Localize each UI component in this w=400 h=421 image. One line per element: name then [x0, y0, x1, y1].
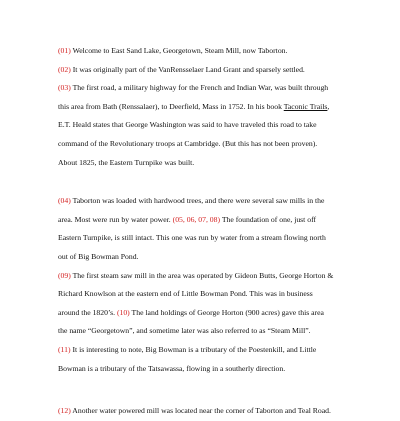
line-text: About 1825, the Eastern Turnpike was built. [58, 157, 195, 167]
text-line [58, 211, 358, 230]
text-line [58, 267, 358, 286]
line-text: The land holdings of George Horton (900 acres) gave this area [129, 307, 324, 317]
text-line [58, 304, 358, 323]
line-text: Welcome to East Sand Lake, Georgetown, Steam Mill, now Taborton. [70, 46, 288, 55]
text-line [58, 42, 358, 61]
paragraph-teal-road [58, 402, 358, 421]
slide-ref: (04) [58, 196, 71, 206]
paragraph-mills [58, 192, 358, 378]
text-line [58, 61, 358, 80]
text-line [58, 79, 358, 98]
line-text: around the 1820’s. [58, 307, 117, 317]
text-line [58, 229, 358, 248]
line-text: Another water powered mill was located near the corner of Taborton and Teal Road. [70, 406, 331, 416]
text-line [58, 322, 358, 341]
slide-ref: (10) [116, 307, 130, 317]
text-line [58, 98, 358, 117]
document-body [58, 42, 358, 421]
slide-ref: (01) [58, 46, 71, 55]
text-line [58, 341, 358, 360]
slide-ref: (09) [58, 270, 71, 280]
line-text: It is interesting to note, Big Bowman is a tributary of the Poestenkill, and Little [70, 344, 317, 354]
line-text: The foundation of one, just off [220, 214, 317, 224]
line-text: this area from Bath (Renssalaer), to Deerfield, Mass in 1752. In his book [58, 101, 284, 111]
text-line [58, 248, 358, 267]
slide-ref: (11) [58, 344, 71, 354]
line-text: The first road, a military highway for the French and Indian War, was built through [70, 83, 329, 93]
slide-ref: (12) [58, 406, 71, 416]
line-text: Richard Knowlson at the eastern end of Little Bowman Pond. This was in business [58, 289, 313, 299]
line-text: E.T. Heald states that George Washington was said to have traveled this road to take [58, 120, 317, 130]
slide-ref: (03) [58, 83, 71, 93]
line-text: Bowman is a tributary of the Tatsawassa, flowing in a southerly direction. [58, 363, 286, 373]
line-text: It was originally part of the VanRensselaer Land Grant and sparsely settled. [70, 64, 305, 74]
text-line [58, 402, 358, 421]
text-line [58, 192, 358, 211]
line-text: Eastern Turnpike, is still intact. This one was run by water from a stream flowing north [58, 233, 326, 243]
paragraph-gap [58, 378, 358, 402]
line-text: the name “Georgetown”, and sometime later was also referred to as “Steam Mill”. [58, 326, 311, 336]
text-line [58, 135, 358, 154]
text-line [58, 285, 358, 304]
slide-ref: (02) [58, 64, 71, 74]
line-text: area. Most were run by water power. [58, 214, 173, 224]
line-text: The first steam saw mill in the area was operated by Gideon Butts, George Horton & [70, 270, 334, 280]
line-text: , [327, 101, 330, 111]
book-title: Taconic Trails [283, 101, 328, 111]
text-line [58, 360, 358, 379]
paragraph-intro [58, 42, 358, 172]
line-text: Taborton was loaded with hardwood trees, and there were several saw mills in the [70, 196, 325, 206]
text-line [58, 116, 358, 135]
line-text: out of Big Bowman Pond. [58, 251, 139, 261]
line-text: command of the Revolutionary troops at Cambridge. (But this has not been proven). [58, 138, 318, 148]
text-line [58, 154, 358, 173]
slide-ref: (05, 06, 07, 08) [172, 214, 221, 224]
paragraph-gap [58, 172, 358, 192]
